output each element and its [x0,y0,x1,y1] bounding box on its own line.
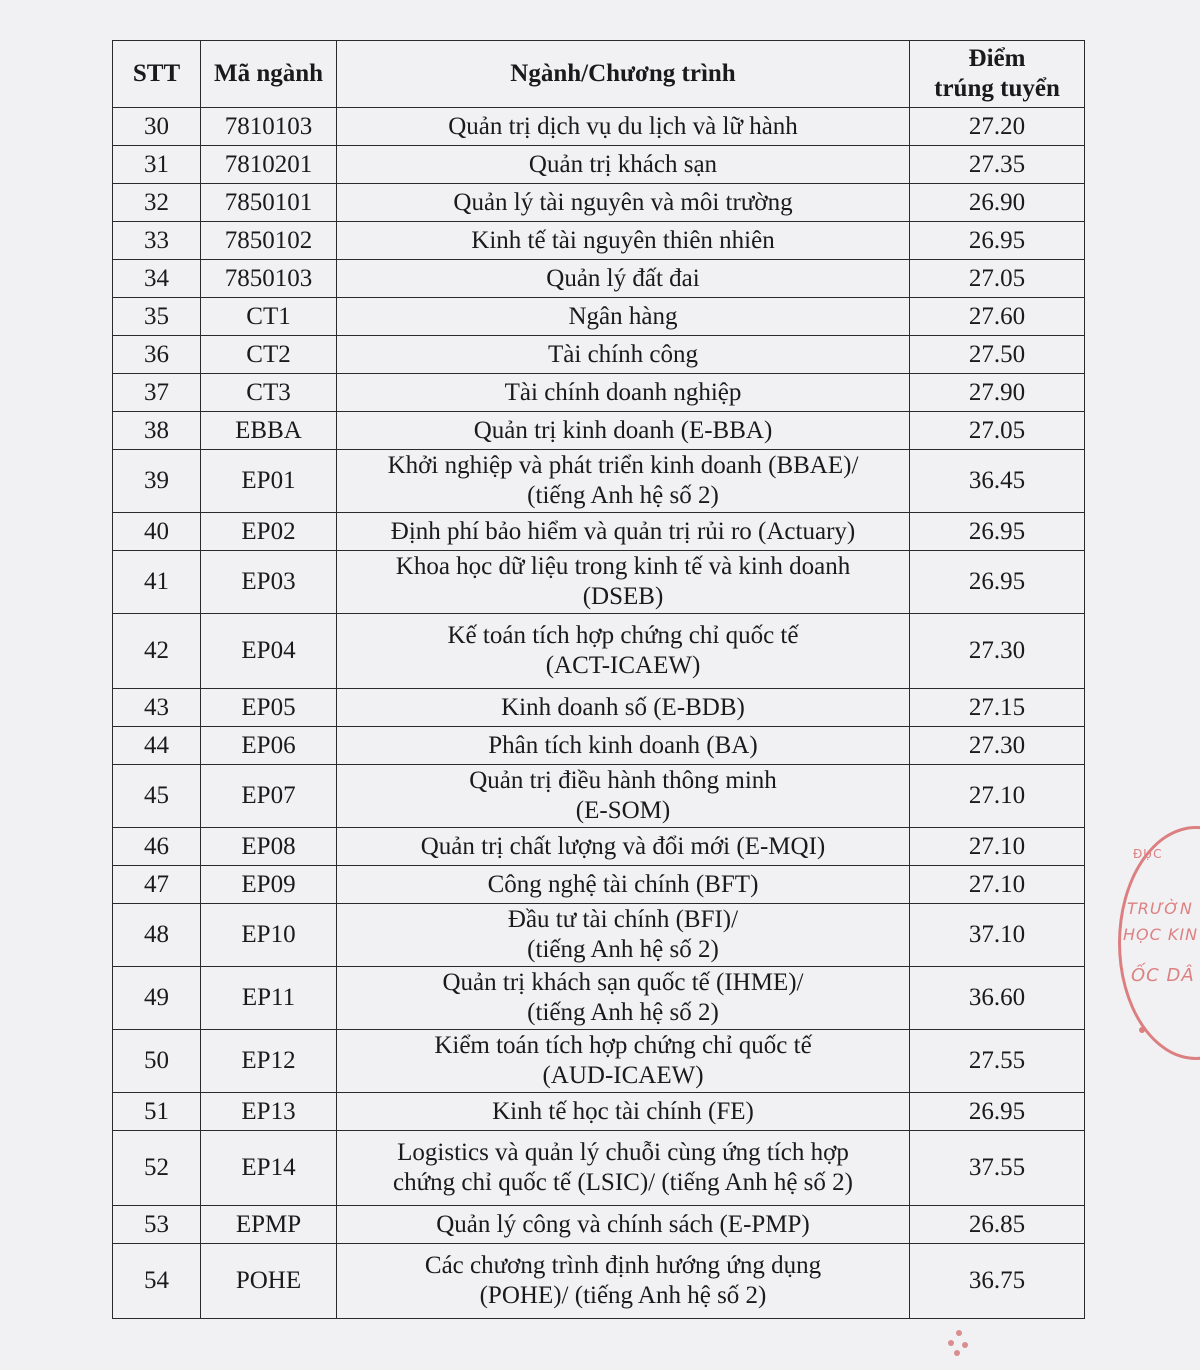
cell-code: EP01 [201,450,337,513]
table-row [113,866,1085,904]
program-line: Tài chính công [548,340,698,368]
program-line: (tiếng Anh hệ số 2) [527,999,719,1026]
cell-program [337,904,910,967]
cell-program [337,450,910,513]
table-row [113,412,1085,450]
program-line: Kế toán tích hợp chứng chỉ quốc tế [447,622,799,649]
cell-program [337,412,910,450]
table-row [113,222,1085,260]
program-line: Quản lý tài nguyên và môi trường [453,188,793,216]
cell-score: 27.35 [910,146,1085,184]
cell-program [337,1206,910,1244]
cell-program [337,1093,910,1131]
table-header-row [113,41,1085,108]
table-row [113,765,1085,828]
table-row [113,513,1085,551]
program-line: (DSEB) [582,583,664,610]
cell-stt: 41 [113,551,201,614]
cell-score: 27.30 [910,727,1085,765]
table-row [113,1244,1085,1319]
cell-stt: 53 [113,1206,201,1244]
cell-stt: 45 [113,765,201,828]
cell-program [337,1244,910,1319]
cell-code: EP11 [201,967,337,1030]
cell-stt: 33 [113,222,201,260]
program-line: Logistics và quản lý chuỗi cùng ứng tích hợp [397,1139,849,1166]
cell-score: 26.95 [910,222,1085,260]
table-row [113,551,1085,614]
cell-program [337,222,910,260]
table-row [113,1206,1085,1244]
cell-program [337,967,910,1030]
program-line: Quản trị điều hành thông minh [469,767,777,794]
cell-stt: 38 [113,412,201,450]
cell-score: 27.05 [910,412,1085,450]
cell-program [337,727,910,765]
program-line: Ngân hàng [568,302,678,330]
program-line: Kiểm toán tích hợp chứng chỉ quốc tế [434,1032,812,1059]
program-line: chứng chỉ quốc tế (LSIC)/ (tiếng Anh hệ số 2) [393,1169,853,1196]
table-row [113,1030,1085,1093]
cell-code: EP02 [201,513,337,551]
header-score [910,41,1085,108]
cell-code: EPMP [201,1206,337,1244]
cell-score: 27.15 [910,689,1085,727]
table-row [113,108,1085,146]
cell-program [337,551,910,614]
program-line: (E-SOM) [575,797,671,824]
table-row [113,336,1085,374]
stamp-dot [1139,1027,1145,1033]
table-row [113,260,1085,298]
table-row [113,689,1085,727]
cell-stt: 35 [113,298,201,336]
cell-stt: 43 [113,689,201,727]
table-row [113,828,1085,866]
table-body [113,108,1085,1319]
cell-program [337,866,910,904]
header-stt: STT [113,41,201,108]
cell-code: EP06 [201,727,337,765]
cell-stt: 39 [113,450,201,513]
cell-program [337,765,910,828]
table-row [113,184,1085,222]
cell-stt: 48 [113,904,201,967]
cell-score: 37.10 [910,904,1085,967]
cell-stt: 52 [113,1131,201,1206]
program-line: Tài chính doanh nghiệp [504,378,742,406]
program-line: Phân tích kinh doanh (BA) [488,731,758,759]
cell-program [337,260,910,298]
table-row [113,450,1085,513]
program-line: Định phí bảo hiểm và quản trị rủi ro (Actuary) [390,517,856,545]
table-row [113,1131,1085,1206]
program-line: Kinh tế tài nguyên thiên nhiên [471,226,775,254]
table-row [113,298,1085,336]
cell-stt: 30 [113,108,201,146]
program-line: Quản trị khách sạn quốc tế (IHME)/ [442,969,804,996]
stamp-text-1: ĐỤC [1133,847,1163,861]
table-row [113,727,1085,765]
program-line: (POHE)/ (tiếng Anh hệ số 2) [479,1282,767,1309]
admission-scores-page [112,40,1084,1319]
table-row [113,967,1085,1030]
cell-code: EBBA [201,412,337,450]
program-line: Khởi nghiệp và phát triển kinh doanh (BBAE)/ [387,452,859,479]
cell-code: EP13 [201,1093,337,1131]
table-row [113,146,1085,184]
header-score-line1: Điểm [968,45,1026,72]
table-row [113,1093,1085,1131]
cell-score: 27.50 [910,336,1085,374]
cell-code: 7850102 [201,222,337,260]
program-line: (ACT-ICAEW) [545,652,701,679]
header-program: Ngành/Chương trình [337,41,910,108]
cell-stt: 32 [113,184,201,222]
cell-score: 36.45 [910,450,1085,513]
program-line: Kinh tế học tài chính (FE) [492,1097,754,1125]
cell-score: 27.90 [910,374,1085,412]
program-line: Công nghệ tài chính (BFT) [487,870,759,898]
cell-program [337,298,910,336]
cell-program [337,513,910,551]
cell-program [337,614,910,689]
cell-stt: 46 [113,828,201,866]
cell-stt: 50 [113,1030,201,1093]
program-line: Quản trị khách sạn [528,150,718,178]
program-line: Khoa học dữ liệu trong kinh tế và kinh doanh [395,553,851,580]
program-line: (AUD-ICAEW) [542,1062,704,1089]
program-line: Kinh doanh số (E-BDB) [501,693,745,721]
cell-code: 7810201 [201,146,337,184]
cell-code: CT1 [201,298,337,336]
cell-program [337,689,910,727]
cell-stt: 49 [113,967,201,1030]
cell-score: 27.60 [910,298,1085,336]
cell-code: EP08 [201,828,337,866]
cell-program [337,828,910,866]
cell-score: 27.05 [910,260,1085,298]
cell-program [337,336,910,374]
cell-score: 27.30 [910,614,1085,689]
cell-score: 27.10 [910,866,1085,904]
cell-code: EP12 [201,1030,337,1093]
cell-stt: 51 [113,1093,201,1131]
table-row [113,904,1085,967]
cell-stt: 47 [113,866,201,904]
cell-stt: 37 [113,374,201,412]
cell-code: 7810103 [201,108,337,146]
cell-stt: 44 [113,727,201,765]
cell-code: 7850103 [201,260,337,298]
cell-program [337,184,910,222]
cell-score: 36.75 [910,1244,1085,1319]
header-score-line2: trúng tuyển [934,75,1060,102]
cell-code: EP05 [201,689,337,727]
cell-stt: 40 [113,513,201,551]
cell-score: 37.55 [910,1131,1085,1206]
program-line: (tiếng Anh hệ số 2) [527,936,719,963]
table-row [113,374,1085,412]
cell-score: 26.95 [910,551,1085,614]
program-line: Quản trị dịch vụ du lịch và lữ hành [448,112,798,140]
cell-score: 26.85 [910,1206,1085,1244]
cell-program [337,108,910,146]
cell-code: EP14 [201,1131,337,1206]
cell-stt: 54 [113,1244,201,1319]
cell-score: 27.20 [910,108,1085,146]
program-line: Quản lý công và chính sách (E-PMP) [436,1210,810,1238]
cell-code: POHE [201,1244,337,1319]
program-line: (tiếng Anh hệ số 2) [527,482,719,509]
cell-code: CT3 [201,374,337,412]
cell-program [337,146,910,184]
cell-code: EP10 [201,904,337,967]
cell-stt: 42 [113,614,201,689]
cell-score: 26.95 [910,513,1085,551]
cell-stt: 36 [113,336,201,374]
program-line: Các chương trình định hướng ứng dụng [424,1252,822,1279]
cell-stt: 31 [113,146,201,184]
cell-score: 36.60 [910,967,1085,1030]
cell-score: 26.95 [910,1093,1085,1131]
stamp-text-2: TRƯỜN [1127,899,1193,918]
cell-stt: 34 [113,260,201,298]
cell-code: EP03 [201,551,337,614]
cell-score: 27.10 [910,828,1085,866]
cell-program [337,1030,910,1093]
program-line: Đầu tư tài chính (BFI)/ [507,906,739,933]
cell-program [337,374,910,412]
cell-code: EP09 [201,866,337,904]
cell-score: 27.55 [910,1030,1085,1093]
stamp-fragment-dots [944,1330,974,1356]
program-line: Quản trị kinh doanh (E-BBA) [473,416,773,444]
cell-program [337,1131,910,1206]
stamp-text-3: HỌC KIN [1123,925,1199,944]
cell-code: EP04 [201,614,337,689]
admission-scores-table [112,40,1085,1319]
cell-code: EP07 [201,765,337,828]
cell-score: 27.10 [910,765,1085,828]
cell-code: CT2 [201,336,337,374]
program-line: Quản lý đất đai [546,264,700,292]
cell-score: 26.90 [910,184,1085,222]
cell-code: 7850101 [201,184,337,222]
red-seal-stamp [1118,826,1200,1060]
header-code: Mã ngành [201,41,337,108]
stamp-text-4: ỐC DÂ [1131,965,1195,986]
table-row [113,614,1085,689]
program-line: Quản trị chất lượng và đổi mới (E-MQI) [420,832,826,860]
